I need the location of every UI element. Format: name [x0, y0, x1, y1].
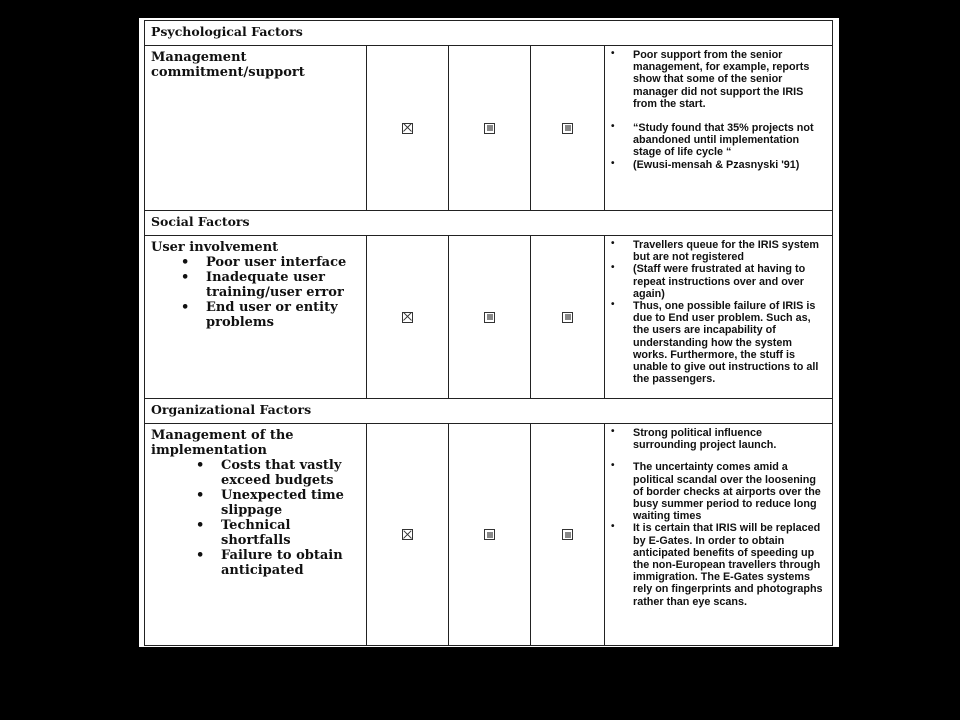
section-header-social: [145, 211, 833, 236]
factor-item: • End user or entity problems: [181, 300, 362, 330]
factor-row-management-commitment: [145, 46, 833, 211]
factor-title: Management commitment/support: [151, 50, 305, 80]
check-cell: [367, 424, 449, 646]
checked-checkbox-icon[interactable]: [402, 529, 413, 540]
section-title: Social Factors: [145, 211, 833, 236]
check-cell: [531, 46, 605, 211]
notes-cell: [605, 236, 833, 399]
notes-cell: [605, 424, 833, 646]
note-item: • (Staff were frustrated at having to repeat instructions over and over again): [609, 263, 828, 300]
section-header-organizational: [145, 399, 833, 424]
check-cell: [367, 236, 449, 399]
check-cell: [367, 46, 449, 211]
factor-cell: [145, 236, 367, 399]
factor-title: User involvement: [151, 240, 279, 255]
note-item: • Strong political influence surrounding project launch.: [609, 427, 828, 451]
empty-checkbox-icon[interactable]: [562, 529, 573, 540]
factor-title: Management of the implementation: [151, 428, 294, 458]
checked-checkbox-icon[interactable]: [402, 123, 413, 134]
note-item: • The uncertainty comes amid a political scandal over the loosening of border checks at airports over the busy summer period to reduce long waiting times: [609, 461, 828, 522]
note-item: • (Ewusi-mensah & Pzasnyski '91): [609, 159, 828, 171]
section-title: Psychological Factors: [145, 21, 833, 46]
note-item: • Poor support from the senior management, for example, reports show that some of the senior manager did not support the IRIS from the start.: [609, 49, 828, 110]
factor-row-user-involvement: [145, 236, 833, 399]
factors-table: [144, 20, 833, 646]
factor-row-management-implementation: [145, 424, 833, 646]
check-cell: [531, 236, 605, 399]
check-cell: [449, 236, 531, 399]
factor-item: • Unexpected time slippage: [196, 488, 362, 518]
empty-checkbox-icon[interactable]: [484, 529, 495, 540]
note-item: • It is certain that IRIS will be replaced by E-Gates. In order to obtain anticipated benefits of speeding up the non-European travellers through immigration. The E-Gates systems rely on fingerprints and photographs rather than eye scans.: [609, 522, 828, 607]
empty-checkbox-icon[interactable]: [484, 123, 495, 134]
document-page: [139, 18, 839, 647]
section-title: Organizational Factors: [145, 399, 833, 424]
factor-cell: [145, 46, 367, 211]
note-item: • “Study found that 35% projects not abandoned until implementation stage of life cycle “: [609, 122, 828, 159]
factor-item: • Inadequate user training/user error: [181, 270, 362, 300]
notes-cell: [605, 46, 833, 211]
check-cell: [449, 424, 531, 646]
note-item: • Travellers queue for the IRIS system but are not registered: [609, 239, 828, 263]
factor-item: • Technical shortfalls: [196, 518, 362, 548]
checked-checkbox-icon[interactable]: [402, 312, 413, 323]
note-item: • Thus, one possible failure of IRIS is due to End user problem. Such as, the users are incapability of understanding how the system works. Furthermore, the stuff is unable to give out instructions to all the passengers.: [609, 300, 828, 385]
factor-item: • Costs that vastly exceed budgets: [196, 458, 362, 488]
empty-checkbox-icon[interactable]: [562, 312, 573, 323]
check-cell: [531, 424, 605, 646]
empty-checkbox-icon[interactable]: [562, 123, 573, 134]
empty-checkbox-icon[interactable]: [484, 312, 495, 323]
check-cell: [449, 46, 531, 211]
factor-item: • Poor user interface: [181, 255, 362, 270]
section-header-psychological: [145, 21, 833, 46]
factor-item: • Failure to obtain anticipated: [196, 548, 362, 578]
factor-cell: [145, 424, 367, 646]
